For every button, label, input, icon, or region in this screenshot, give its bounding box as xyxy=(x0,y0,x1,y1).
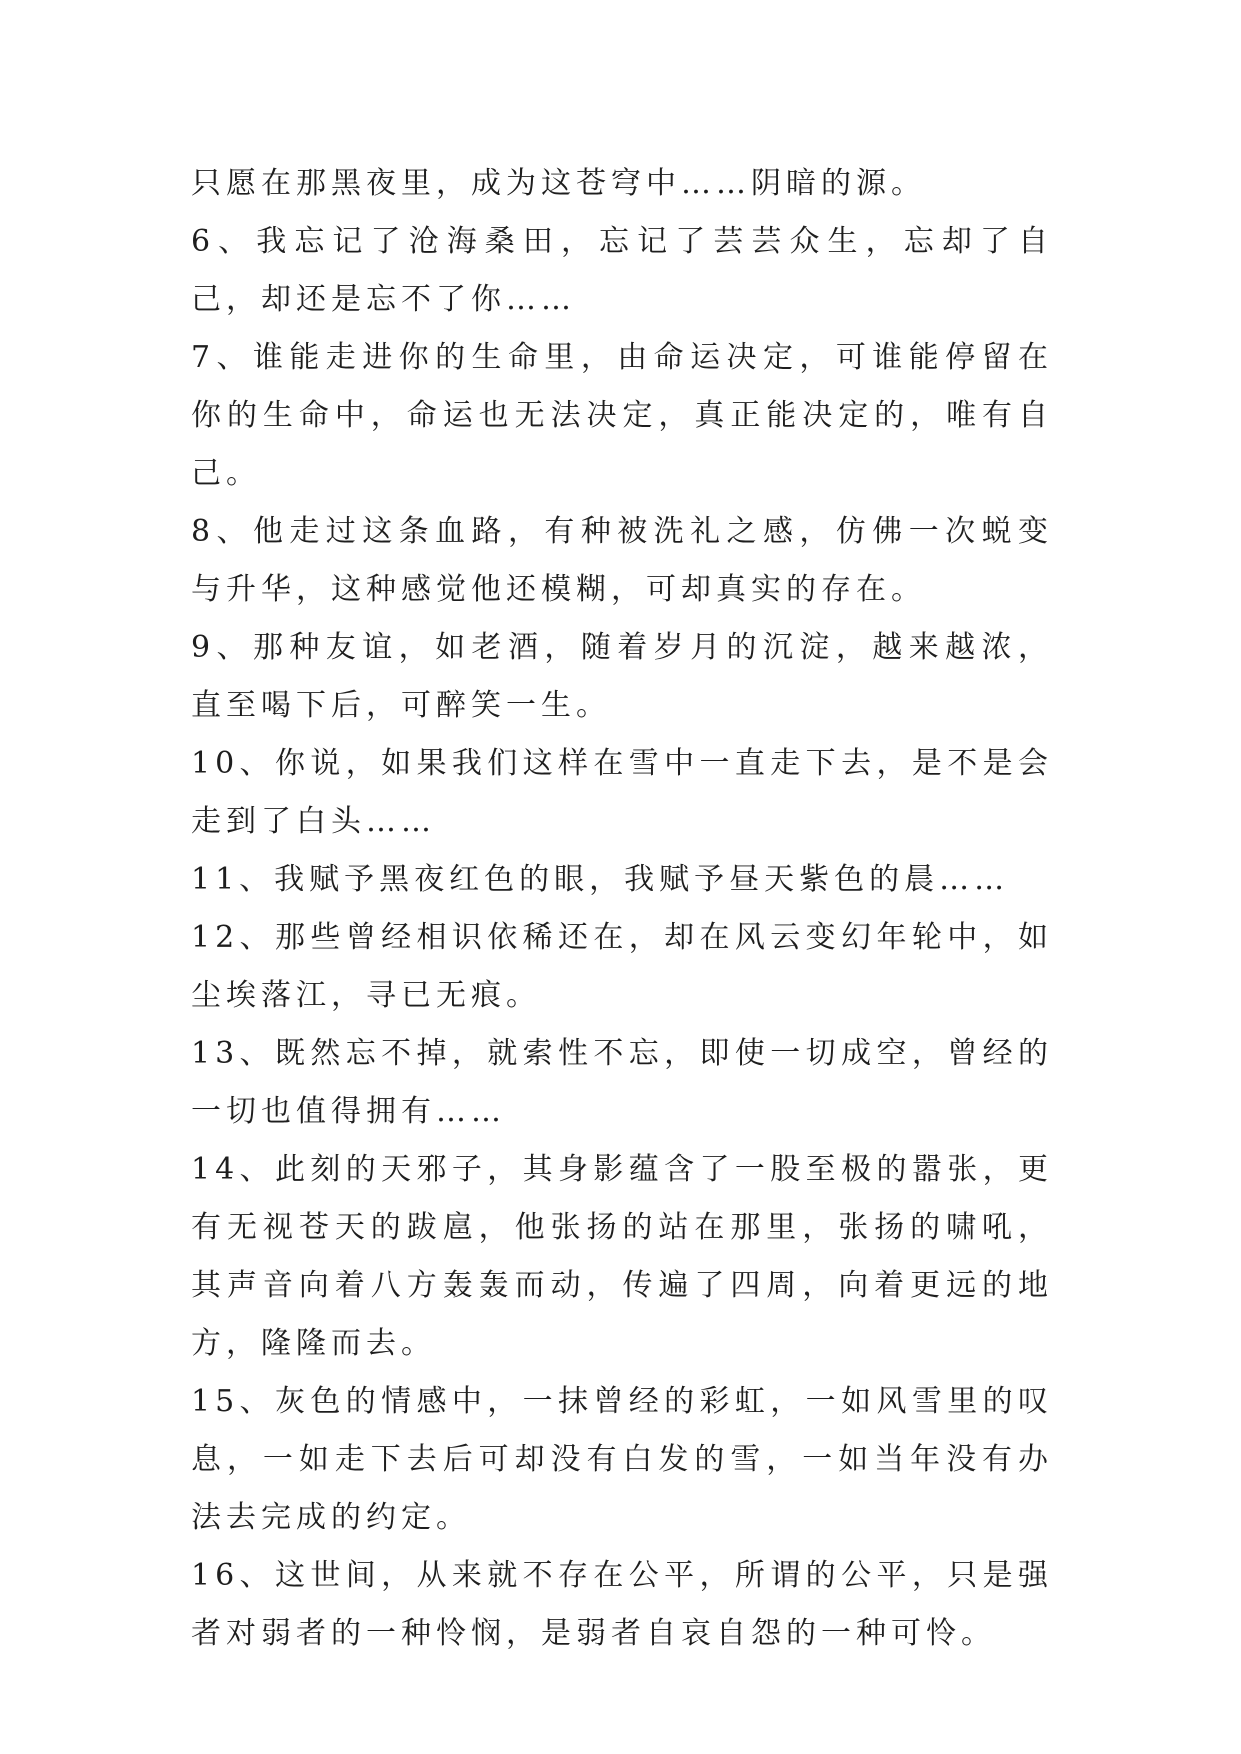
paragraph-11: 11、我赋予黑夜红色的眼，我赋予昼天紫色的晨…… xyxy=(191,862,1010,897)
paragraph-10: 10、你说，如果我们这样在雪中一直走下去，是不是会走到了白头…… xyxy=(191,746,1053,839)
paragraph-7: 7、谁能走进你的生命里，由命运决定，可谁能停留在你的生命中，命运也无法决定，真正能决定的，唯有自己。 xyxy=(191,340,1053,491)
paragraph-8: 8、他走过这条血路，有种被洗礼之感，仿佛一次蜕变与升华，这种感觉他还模糊，可却真实的存在。 xyxy=(191,514,1053,607)
paragraph-9: 9、那种友谊，如老酒，随着岁月的沉淀，越来越浓，直至喝下后，可醉笑一生。 xyxy=(191,630,1053,723)
paragraph-6: 6、我忘记了沧海桑田，忘记了芸芸众生，忘却了自己，却还是忘不了你…… xyxy=(191,224,1053,317)
paragraph-15: 15、灰色的情感中，一抹曾经的彩虹，一如风雪里的叹息，一如走下去后可却没有白发的雪，一如当年没有办法去完成的约定。 xyxy=(191,1384,1053,1535)
paragraph-14: 14、此刻的天邪子，其身影蕴含了一股至极的嚣张，更有无视苍天的跋扈，他张扬的站在那里，张扬的啸吼，其声音向着八方轰轰而动，传遍了四周，向着更远的地方，隆隆而去。 xyxy=(191,1152,1053,1361)
paragraph-12: 12、那些曾经相识依稀还在，却在风云变幻年轮中，如尘埃落江，寻已无痕。 xyxy=(191,920,1053,1013)
paragraph-16: 16、这世间，从来就不存在公平，所谓的公平，只是强者对弱者的一种怜悯，是弱者自哀自怨的一种可怜。 xyxy=(191,1558,1053,1651)
document-body xyxy=(191,155,1053,1663)
paragraph-13: 13、既然忘不掉，就索性不忘，即使一切成空，曾经的一切也值得拥有…… xyxy=(191,1036,1053,1129)
paragraph-continuation: 只愿在那黑夜里，成为这苍穹中……阴暗的源。 xyxy=(191,166,926,201)
